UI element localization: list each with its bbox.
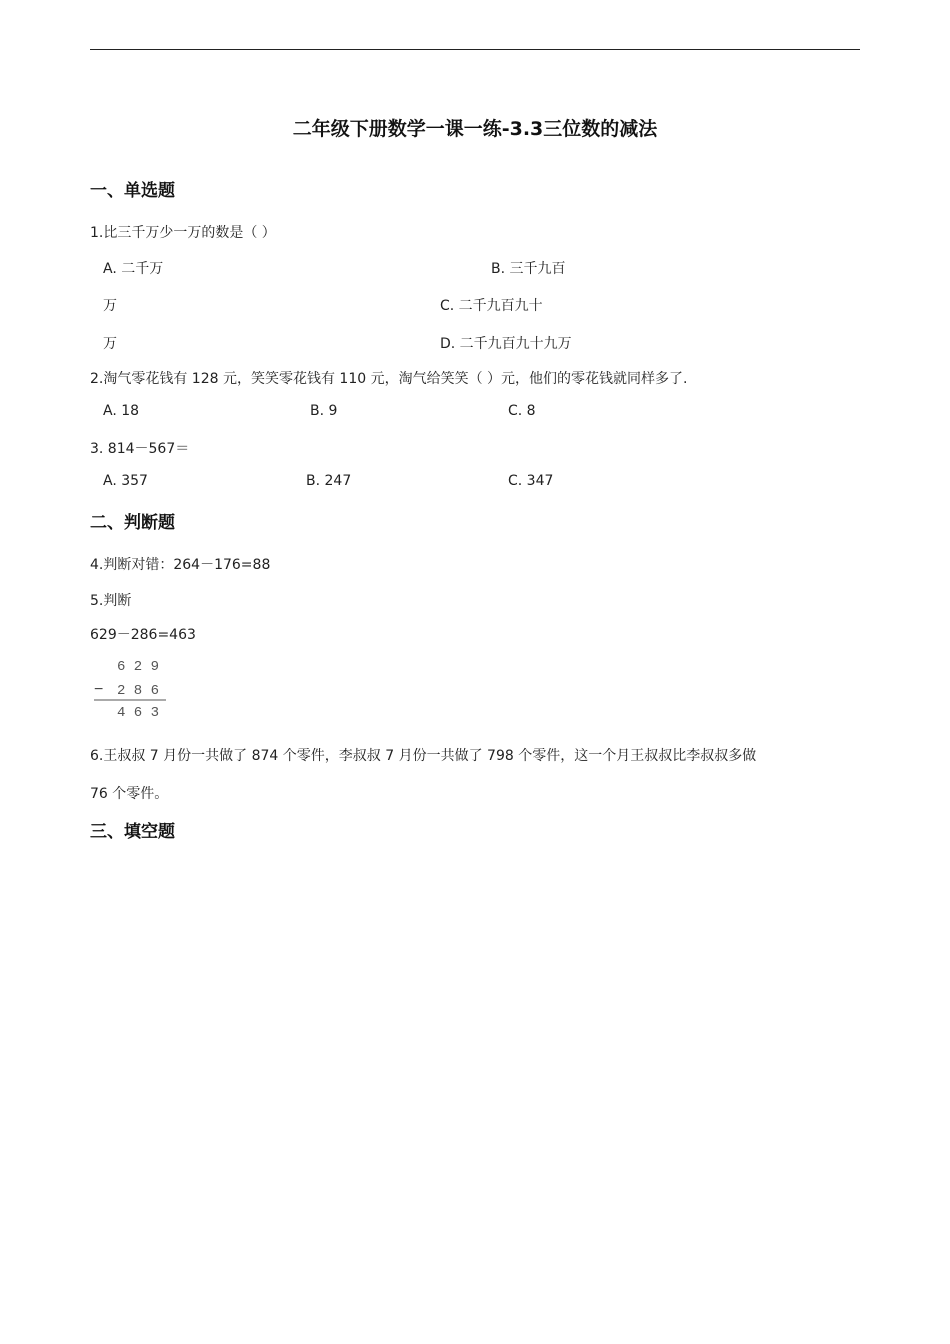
question-2-stem: 2.淘气零花钱有 128 元，笑笑零花钱有 110 元，淘气给笑笑（ ）元，他们的零花钱就同样多了. xyxy=(90,371,688,387)
question-5-equation: 629－286=463 xyxy=(90,627,196,643)
calc-minuend: 6 2 9 xyxy=(117,659,160,675)
page-title: 二年级下册数学一课一练-3.3三位数的减法 xyxy=(292,118,658,140)
question-1-option-c[interactable]: C. 二千九百九十 xyxy=(440,298,543,314)
question-1-stem: 1.比三千万少一万的数是（ ） xyxy=(90,225,276,241)
question-5-stem: 5.判断 xyxy=(90,593,132,609)
question-3-option-a[interactable]: A. 357 xyxy=(103,473,148,489)
question-3-option-b[interactable]: B. 247 xyxy=(306,473,352,489)
question-2-option-b[interactable]: B. 9 xyxy=(310,403,338,419)
calc-difference: 4 6 3 xyxy=(117,705,160,721)
question-4-stem: 4.判断对错：264－176=88 xyxy=(90,557,271,573)
question-1-option-a[interactable]: A. 二千万 xyxy=(103,261,164,277)
vertical-subtraction-figure xyxy=(90,654,170,722)
calc-subtrahend: 2 8 6 xyxy=(117,683,160,699)
section-fill-in: 三、填空题 xyxy=(90,822,175,842)
question-1-option-b-wrap: 万 xyxy=(103,298,117,314)
question-3-option-c[interactable]: C. 347 xyxy=(508,473,554,489)
section-true-false: 二、判断题 xyxy=(90,513,175,533)
question-6-line-1: 6.王叔叔 7 月份一共做了 874 个零件，李叔叔 7 月份一共做了 798 个零件，这一个月王叔叔比李叔叔多做 xyxy=(90,748,757,764)
question-2-option-a[interactable]: A. 18 xyxy=(103,403,140,419)
calc-minus-sign: − xyxy=(94,681,104,698)
question-6-line-2: 76 个零件。 xyxy=(90,786,169,802)
question-1-option-d[interactable]: D. 二千九百九十九万 xyxy=(440,336,572,352)
question-3-stem: 3. 814－567＝ xyxy=(90,441,190,457)
question-1-option-b[interactable]: B. 三千九百 xyxy=(491,261,566,277)
header-rule xyxy=(90,49,860,50)
question-1-option-c-wrap: 万 xyxy=(103,336,117,352)
section-single-choice: 一、单选题 xyxy=(90,181,175,201)
question-2-option-c[interactable]: C. 8 xyxy=(508,403,536,419)
